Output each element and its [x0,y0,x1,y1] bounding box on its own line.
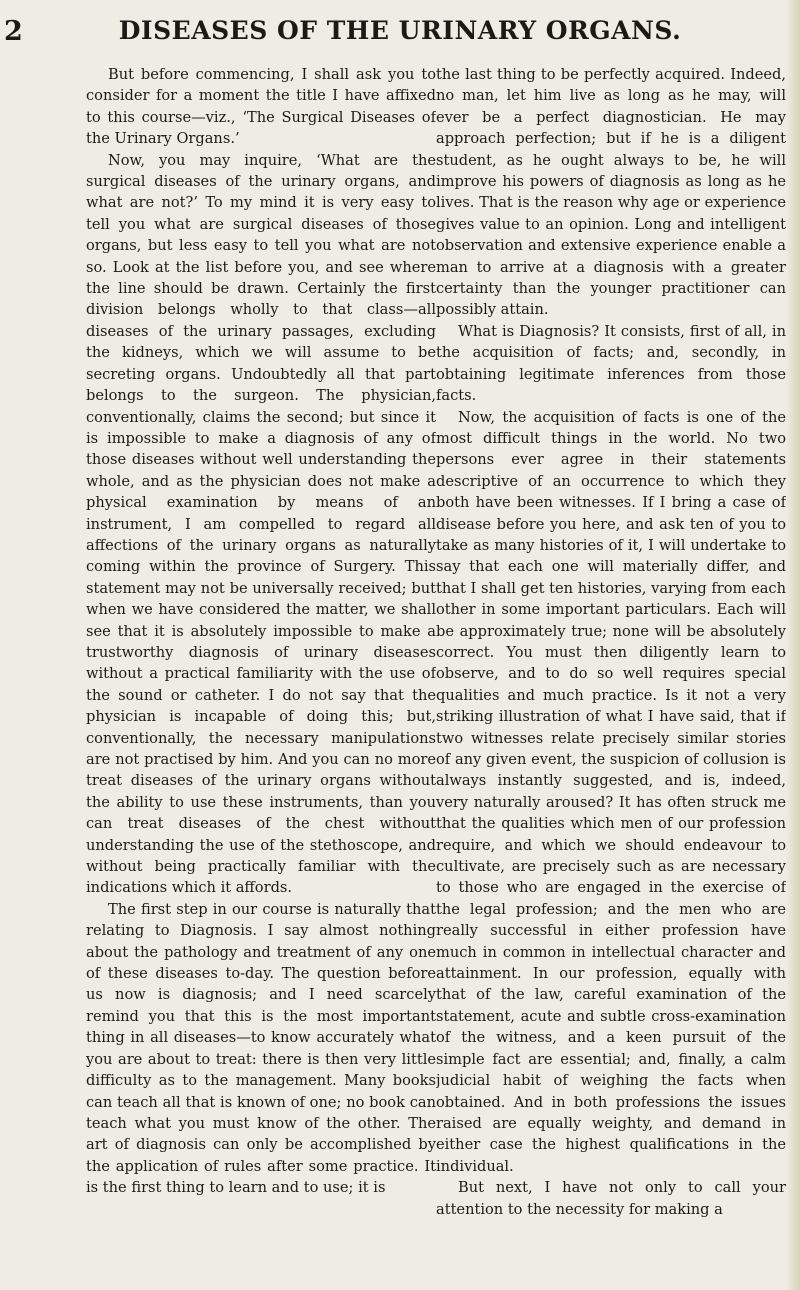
paragraph: the last thing to be perfectly acquired. Indeed, no man, let him live as long as he may, will ever be a perfect diagnostician. He may approach perfection; but if he is a diligent student, as he ought always to be, he will improve his powers of diagnosis as long as he lives. That is the reason why age or experience gives value to an opinion. Long and intelligent observation and extensive experience enable a man to arrive at a diagnosis with a greater certainty than the younger practitioner can possibly attain. [436,66,786,319]
paragraph: What is Diagnosis? It consists, first of all, in the acquisition of facts; and, secondly, in obtaining legitimate inferences from those facts. [436,322,786,405]
paragraph: Now, the acquisition of facts is one of the most difficult things in the world. No two persons ever agree in their statements descriptive of an occurrence to which they both have been witnesses. If I bring a case of disease before you here, and ask ten of you to take as many histories of it, I will undertake to say that each one will materially differ, and that I shall get ten histories, varying from each other in some important particulars. Each will be approximately true; none will be absolutely correct. You must then diligently learn to observe, and to do so well requires special qualities and much practice. Is it not a very striking illustration of what I have said, that if two witnesses relate precisely similar stories of any given event, the suspicion of collusion is always instantly suggested, and is, indeed, very naturally aroused? It has often struck me that the qualities which men of our profession require, and which we should endeavour to cultivate, are precisely such as are necessary to those who are engaged in the exercise of the legal profession; and the men who are really successful in either profession have much in common in intellectual character and attainment. In our profession, equally with that of the law, careful examination of the statement, acute and subtle cross-examination of the witness, and a keen pursuit of the simple fact are essential; and, finally, a calm judicial habit of weighing the facts when obtained. And in both professions the issues raised are equally weighty, and demand in either case the highest qualifications in the individual. [436,408,786,1175]
page-edge-shadow [786,0,800,1290]
left-column [86,64,436,1290]
right-column [436,64,786,1290]
running-title: DISEASES OF THE URINARY ORGANS. [118,16,682,45]
page-number: 2 [4,16,23,47]
paragraph: The first step in our course is naturally that relating to Diagnosis. I say almost nothing about the pathology and treatment of any one of these diseases to-day. The question before us now is diagnosis; and I need scarcely remind you that this is the most important thing in all diseases—to know accurately what you are about to treat: there is then very little difficulty as to the management. Many books can teach all that is known of one; no book can teach what you must know of the other. The art of diagnosis can only be accomplished by the application of rules after some practice. It is the first thing to learn and to use; it is [86,900,436,1197]
paragraph: Now, you may inquire, ‘What are the surgical diseases of the urinary organs, and what are not?’ To my mind it is very easy to tell you what are surgical diseases of those organs, but less easy to tell you what are not so. Look at the list before you, and see where the line should be drawn. Certainly the first division belongs wholly to that class—all diseases of the urinary passages, excluding the kidneys, which we will assume to be secreting organs. Undoubtedly all that part belongs to the surgeon. The physician, conventionally, claims the second; but since it is impossible to make a diagnosis of any of those diseases without well understanding the whole, and as the physician does not make a physical examination by means of an instrument, I am compelled to regard all affections of the urinary organs as naturally coming within the province of Surgery. This statement may not be universally received; but when we have considered the matter, we shall see that it is absolutely impossible to make a trustworthy diagnosis of urinary diseases without a practical familiarity with the use of the sound or catheter. I do not say that the physician is incapable of doing this; but, conventionally, the necessary manipulations are not practised by him. And you can no more treat diseases of the urinary organs without the ability to use these instruments, than you can treat diseases of the chest without understanding the use of the stethoscope, and without being practically familiar with the indications which it affords. [86,151,436,897]
paragraph: But before commencing, I shall ask you to consider for a moment the title I have affixed to this course—viz., ‘The Surgical Diseases of the Urinary Organs.’ [86,66,436,148]
paragraph: But next, I have not only to call your attention to the necessity for making a [436,1179,786,1218]
